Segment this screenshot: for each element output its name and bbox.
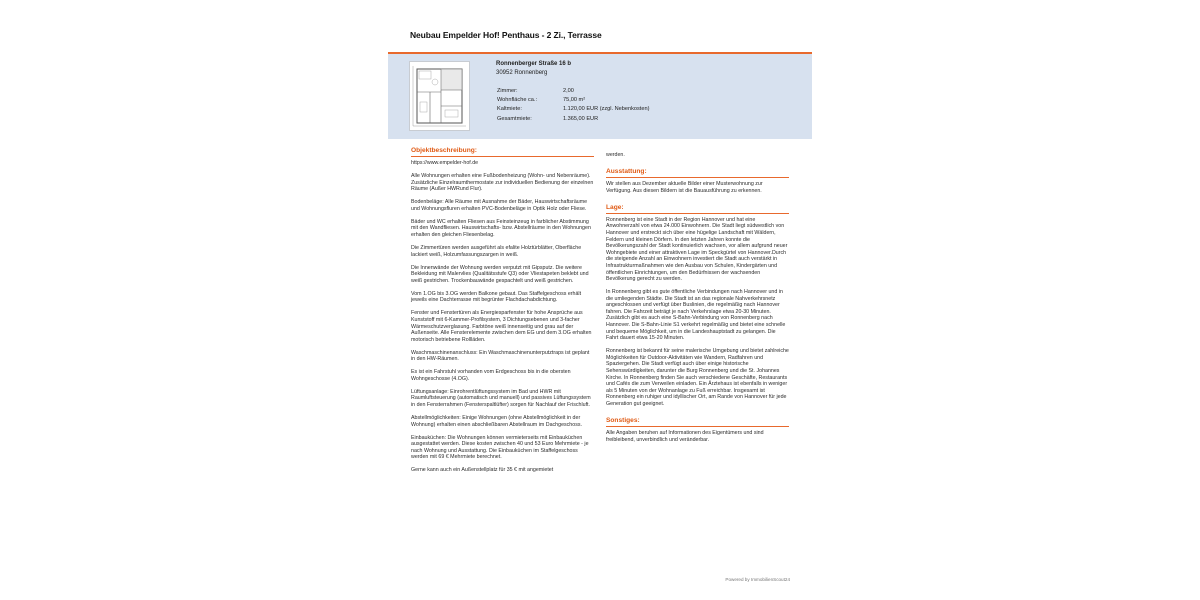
section-heading-objektbeschreibung: Objektbeschreibung: (411, 148, 594, 157)
lage-paragraph: Ronnenberg ist eine Stadt in der Region Hannover und hat eine Anwohnerzahl von etwa 24.000 Einwohnern. Die Stadt liegt südwestlich von Hannover und erstreckt sich über eine hügelige Landschaft mit Wäldern, Feldern und kleinen Dörfern. In den letzten Jahren konnte die Bevölkerungszahl der Stadt kontinuierlich wachsen, vor allem aufgrund neuer Wohngebiete und einer attraktiven Lage im Speckgürtel von Hannover.Durch die steigende Anzahl an Einwohnern investiert die Stadt auch verstärkt in Infrastrukturmaßnahmen wie den Ausbau von Schulen, Kindergärten und öffentlichen Einrichtungen, um den Bedürfnissen der wachsenden Bevölkerung gerecht zu werden. (606, 216, 788, 283)
description-paragraph: Die Zimmertüren werden ausgeführt als efalite Holztürblätter, Oberfläche lackiert weiß, Holzumfassungszargen in weiß. (411, 245, 582, 258)
sonstiges-text: Alle Angaben beruhen auf Informationen des Eigentümers und sind freibleibend, unverbindlich und veränderbar. (606, 430, 764, 443)
description-paragraph[interactable]: https://www.empelder-hof.de (411, 160, 479, 167)
fact-label: Wohnfläche ca.: (497, 97, 538, 104)
powered-by-footer: Powered by ImmobilienScout24 (725, 577, 790, 582)
city-address: 30952 Ronnenberg (496, 70, 548, 76)
description-paragraph: Abstellmöglichkeiten: Einige Wohnungen (ohne Abstellmöglichkeit in der Wohnung) erhalten einen abschließbaren Abstellraum im Dachgeschoss. (411, 415, 582, 428)
description-paragraph: Die Innenwände der Wohnung werden verputzt mit Gipsputz. Die weitere Bekleidung mit Malervlies (Qualitätsstufe Q3) oder Vliestapeten beklebt und weiß gestrichen. Trockenbauwände gespachtelt und weiß gestrichen. (411, 264, 589, 284)
description-paragraph: Einbauküchen: Die Wohnungen können vermieterseits mit Einbauküchen ausgestattet werden. Diese kosten zwischen 40 und 53 Euro Mehrmiete - je nach Wohnung und Ausstattung. Die Einbauküchen im Staffelgeschoss werden mit 69 € Mehrmiete berechnet. (411, 434, 589, 461)
floorplan-image (410, 62, 469, 130)
section-heading-ausstattung: Ausstattung: (606, 169, 789, 178)
listing-header (388, 54, 812, 139)
fact-row (497, 105, 649, 114)
fact-value: 1.120,00 EUR (zzgl. Nebenkosten) (563, 106, 650, 113)
floorplan-thumbnail[interactable] (409, 61, 470, 131)
fact-row (497, 115, 649, 124)
fact-label: Kaltmiete: (497, 106, 522, 113)
description-paragraph: Es ist ein Fahrstuhl vorhanden vom Erdgeschoss bis in die obersten Wohngeschosse (4.OG). (411, 369, 571, 382)
description-paragraph: Bodenbeläge: Alle Räume mit Ausnahme der Bäder, Hauswirtschaftsräume und Wohnungsfluren erhalten PVC-Bodenbeläge in Optik Holz oder Fliese. (411, 199, 588, 212)
fact-label: Gesamtmiete: (497, 115, 532, 122)
fact-row (497, 87, 649, 96)
description-paragraph: Vom 1.OG bis 3.OG werden Balkone gebaut. Das Staffelgeschoss erhält jeweils eine Dachterrasse mit begrünter Flachdachabdichtung. (411, 290, 582, 304)
fact-value: 1.365,00 EUR (563, 115, 599, 122)
description-paragraph: Alle Wohnungen erhalten eine Fußbodenheizung (Wohn- und Nebenräume). Zusätzliche Einzelraumthermostate zur individuellen Bedienung der einzelnen Räume (Außer HWRund Flur). (411, 173, 594, 193)
description-continuation: werden. (606, 152, 625, 158)
left-column (411, 148, 594, 480)
section-heading-sonstiges: Sonstiges: (606, 418, 789, 427)
description-paragraph: Lüftungsanlage: Einrohrentlüftungssystem im Bad und HWR mit Raumluftsteuerung (automatisch und manuell) und passives Lüftungssystem in den Fensterrahmen (Fensterspaltlüfter) sorgen für Nachlauf der Frischluft. (411, 388, 591, 409)
key-facts (497, 87, 649, 124)
ausstattung-text: Wir stellen aus Dezember aktuelle Bilder einer Musterwohnung zur Verfügung. Aus diesen Bildern ist die Bauausführung zu erkennen. (606, 181, 763, 194)
lage-paragraph: In Ronnenberg gibt es gute öffentliche Verbindungen nach Hannover und in die umliegenden Städte. Die Stadt ist an das regionale Nahverkehrsnetz angeschlossen und verfügt über Buslinien, die regelmäßig nach Hannover fahren. Die Fahrzeit beträgt je nach Verkehrslage etwa 20-30 Minuten. Zusätzlich gibt es auch eine S-Bahn-Verbindung von Ronnenberg nach Hannover. Die S-Bahn-Linie S1 verkehrt regelmäßig und bietet eine schnelle und bequeme Möglichkeit, um in die Landeshauptstadt zu gelangen. Die Fahrt dauert etwa 15-20 Minuten. (606, 289, 786, 342)
street-address: Ronnenberger Straße 16 b (496, 61, 572, 67)
description-paragraph: Fenster und Fenstertüren als Energiesparfenster für hohe Ansprüche aus Kunststoff mit 6-Kammer-Profilsystem, 3 Dichtungsebenen und 3-facher Wärmeschutzverglasung. Farbtöne weiß innenseitig und grau auf der Außenseite. Alle Fensterelemente zwischen dem EG und dem 3.OG erhalten motorisch betriebene Rollläden. (411, 310, 592, 343)
fact-value: 2,00 (563, 88, 574, 94)
lage-paragraph: Ronnenberg ist bekannt für seine malerische Umgebung und bietet zahlreiche Möglichkeiten für Outdoor-Aktivitäten wie Wandern, Radfahren und Spaziergehen. Die Stadt verfügt auch über einige historische Sehenswürdigkeiten, darunter die Burg Ronnenberg und die St. Johannes Kirche. In Ronnenberg finden Sie auch verschiedene Geschäfte, Restaurants und Cafés die zum Verweilen einladen. Ein Ärztehaus ist ebenfalls in weniger als 5 Minuten von der Wohnanlage zu Fuß erreichbar. Insgesamt ist Ronnenberg ein ruhiger und idyllischer Ort, am Rande von Hannover für jede Generation gut geeignet. (606, 348, 789, 407)
fact-row (497, 96, 649, 105)
document-title: Neubau Empelder Hof! Penthaus - 2 Zi., Terrasse (410, 30, 602, 40)
fact-value: 75,00 m² (563, 97, 586, 104)
fact-label: Zimmer: (497, 88, 518, 94)
description-paragraph: Gerne kann auch ein Außenstellplatz für 35 € mit angemietet (411, 467, 554, 474)
section-heading-lage: Lage: (606, 205, 789, 214)
right-column (606, 152, 789, 450)
description-paragraph: Bäder und WC erhalten Fliesen aus Feinsteinzeug in farblicher Abstimmung mit den Wandfliesen. Hauswirtschafts- bzw. Abstellräume in den Wohnungen erhalten den gleichen Fliesenbelag. (411, 218, 591, 239)
address-block (496, 60, 571, 78)
description-paragraph: Waschmaschinenanschluss: Ein Waschmaschinenunterputztraps ist geplant in den HW-Räumen. (411, 349, 590, 363)
